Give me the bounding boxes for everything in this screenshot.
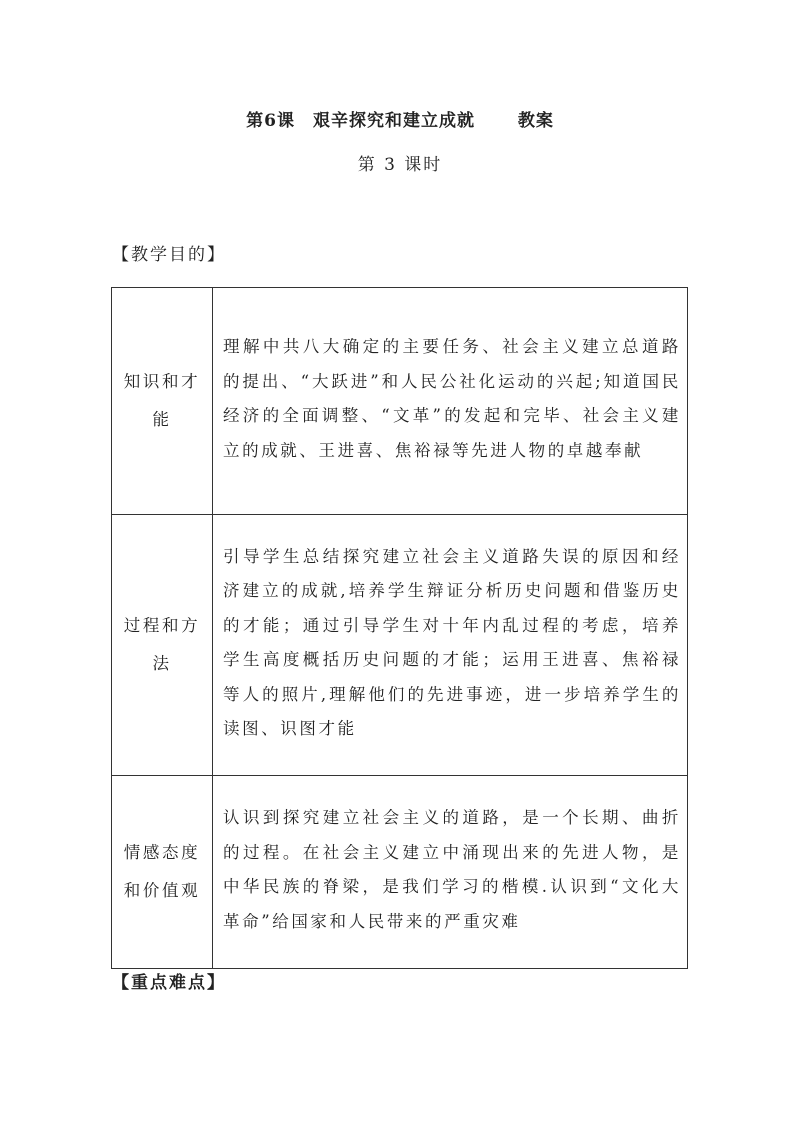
section-heading-key-points: 【重点难点】 [112, 973, 226, 993]
lesson-title: 第6课 艰辛探究和建立成就 教案 [246, 111, 554, 131]
row-label-attitude: 情感态度和价值观 [112, 776, 213, 969]
table-row [112, 288, 688, 515]
row-label-knowledge: 知识和才能 [112, 288, 213, 515]
table-row [112, 776, 688, 969]
lesson-period: 第 3 课时 [357, 155, 443, 175]
row-content-process: 引导学生总结探究建立社会主义道路失误的原因和经济建立的成就,培养学生辩证分析历史问题和借鉴历史的才能；通过引导学生对十年内乱过程的考虑，培养学生高度概括历史问题的才能；运用王进喜、焦裕禄等人的照片,理解他们的先进事迹，进一步培养学生的读图、识图才能 [213, 515, 688, 776]
row-label-process: 过程和方法 [112, 515, 213, 776]
section-heading-objectives: 【教学目的】 [112, 245, 226, 265]
row-content-knowledge: 理解中共八大确定的主要任务、社会主义建立总道路的提出、“大跃进”和人民公社化运动的兴起;知道国民经济的全面调整、“文革”的发起和完毕、社会主义建立的成就、王进喜、焦裕禄等先进人物的卓越奉献 [213, 288, 688, 515]
table-row [112, 515, 688, 776]
objectives-table [111, 287, 688, 969]
row-content-attitude: 认识到探究建立社会主义的道路，是一个长期、曲折的过程。在社会主义建立中涌现出来的先进人物，是中华民族的脊梁，是我们学习的楷模.认识到“文化大革命”给国家和人民带来的严重灾难 [213, 776, 688, 969]
